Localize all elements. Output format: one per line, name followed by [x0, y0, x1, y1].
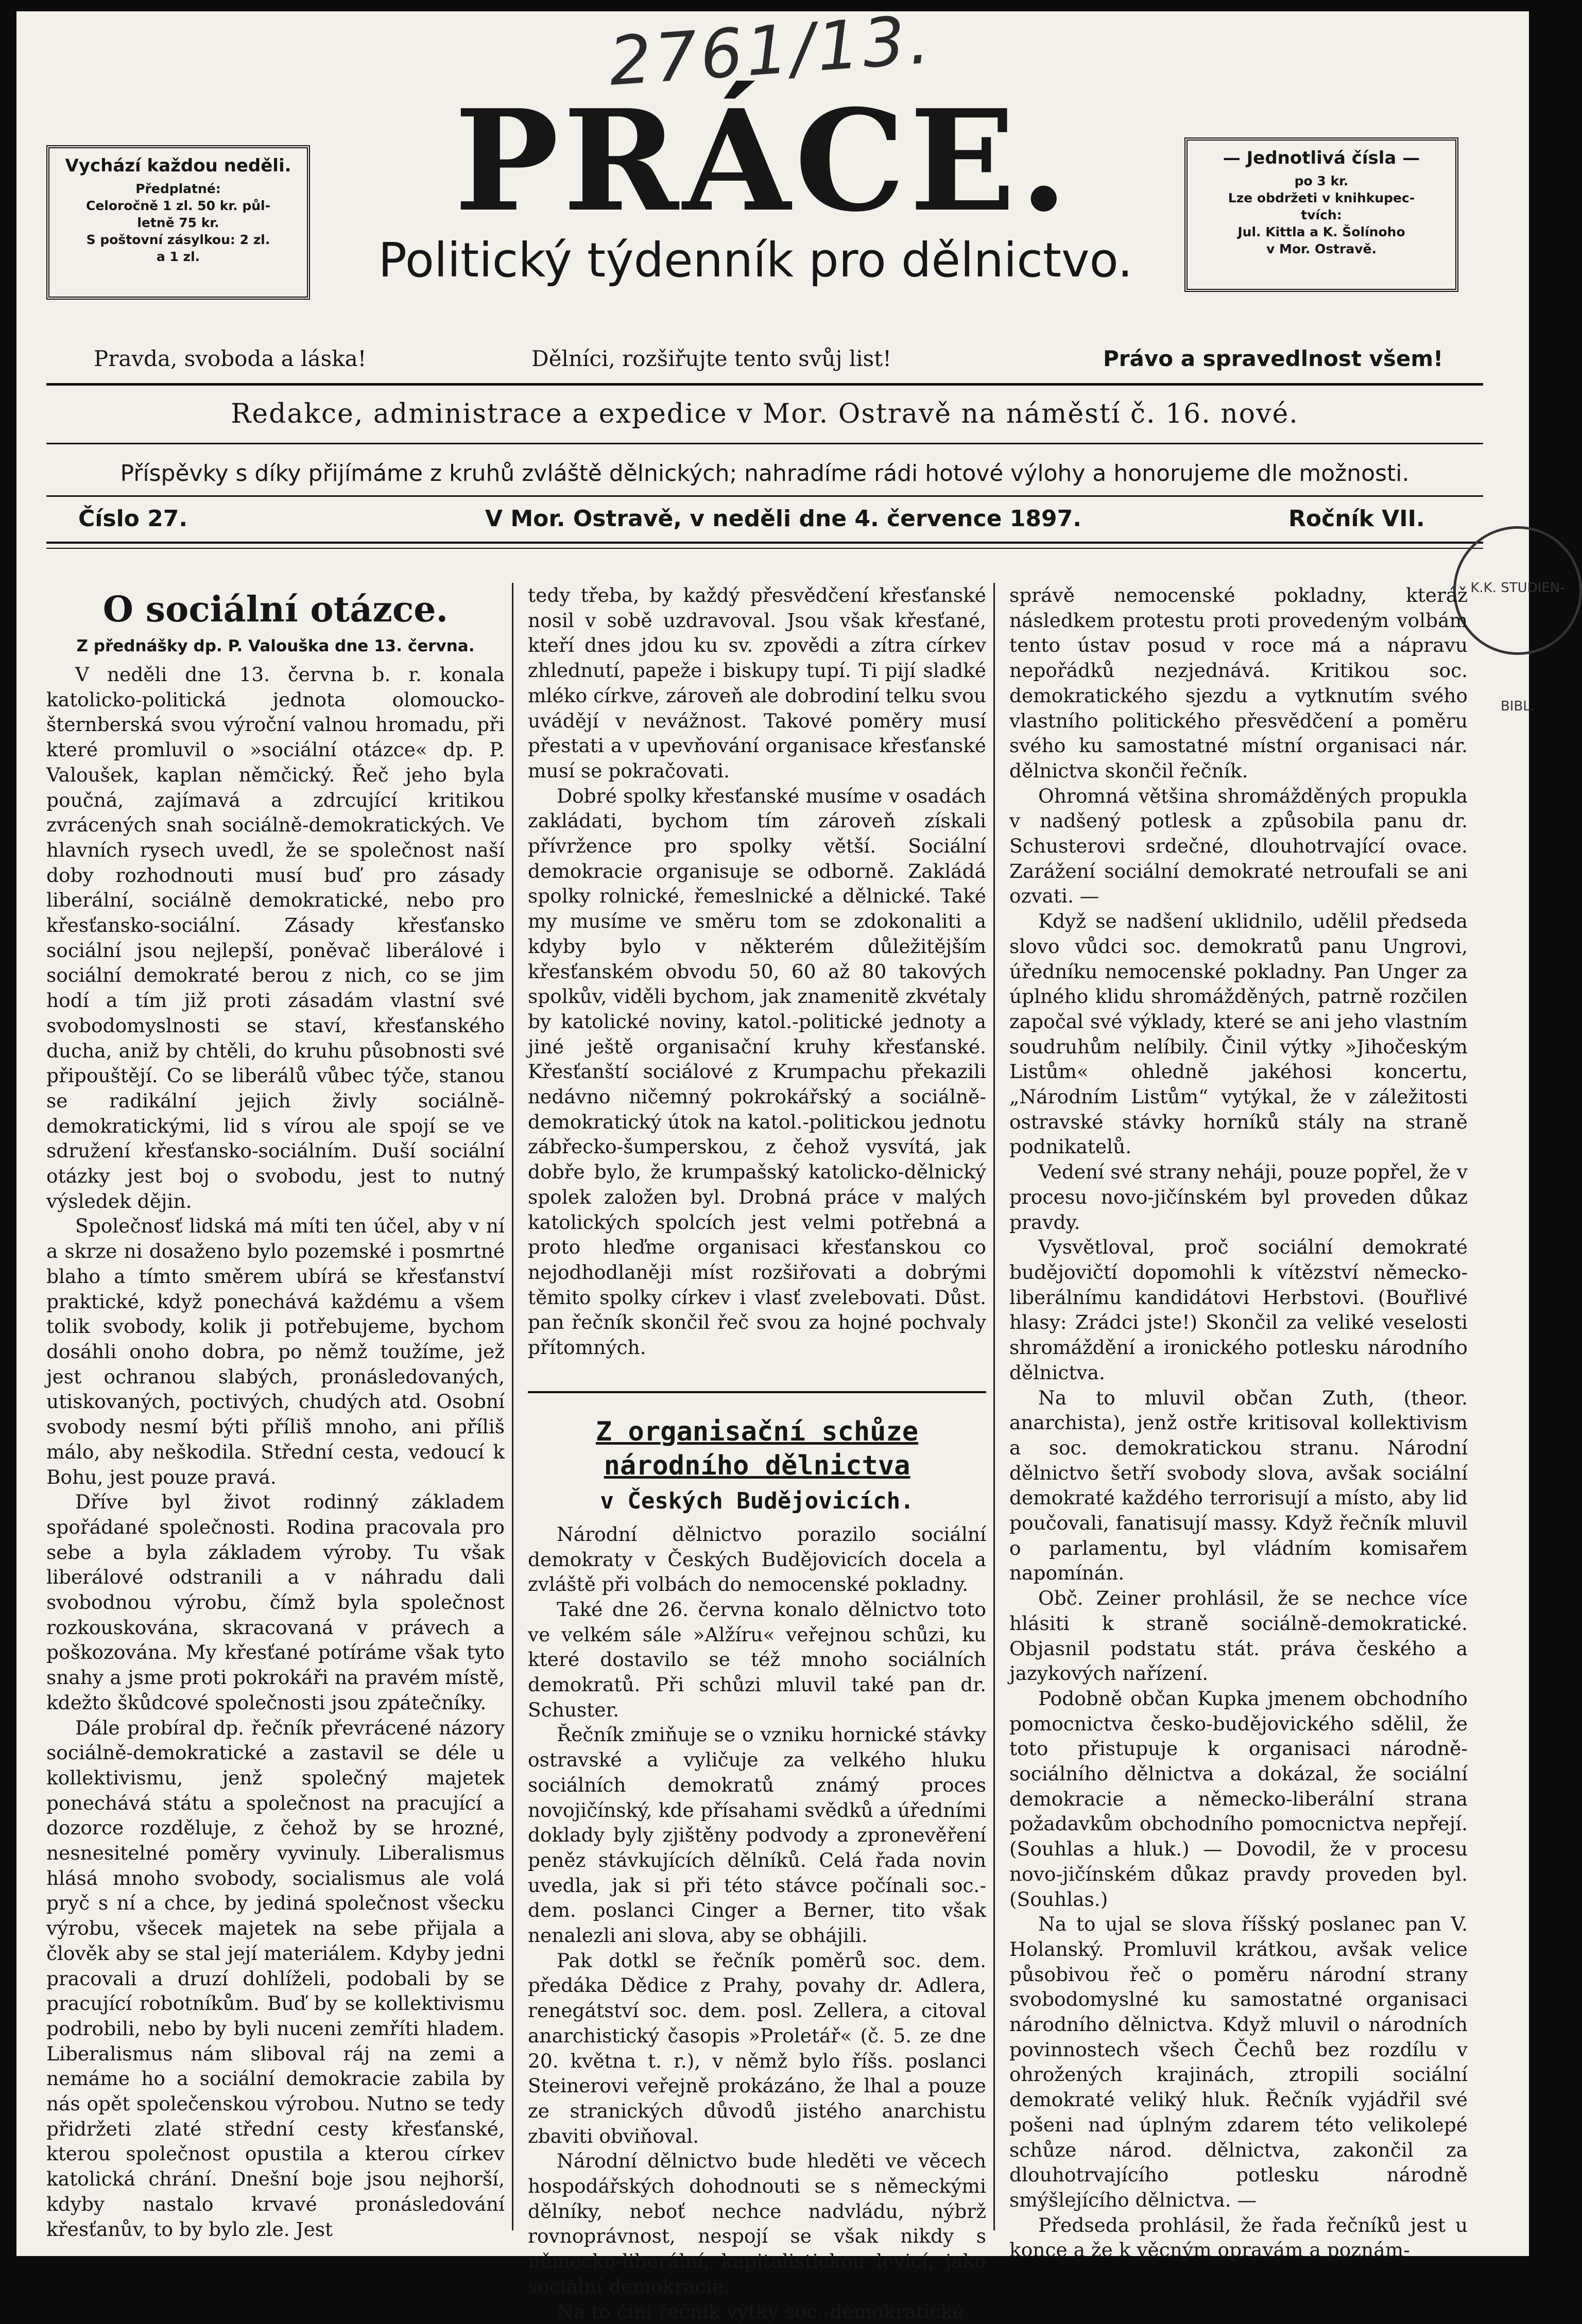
divider — [46, 548, 1483, 549]
motto-center: Dělníci, rozšiřujte tento svůj list! — [531, 346, 891, 371]
single-issue-line: Jul. Kittla a K. Šolínoho — [1237, 224, 1405, 239]
masthead-subtitle: Politický týdenník pro dělnictvo. — [378, 233, 1133, 288]
editorial-address: Redakce, administrace a expedice v Mor. Ostravě na náměstí č. 16. nové. — [231, 398, 1299, 429]
article-byline: Z přednášky dp. P. Valouška dne 13. června. — [76, 637, 475, 655]
article-paragraph: Vysvětloval, proč sociální demokraté budějovičtí dopomohli k vítězství německo-liberálnímu kandidátovi Herbstovi. (Bouřlivé hlasy: Zrádci jste!) Skončil za veliké veselosti shromáždění a ironického potlesku národního dělnictva. — [1009, 1236, 1468, 1384]
issue-number: Číslo 27. — [78, 506, 188, 532]
subscription-line: a 1 zl. — [156, 249, 200, 264]
subscription-line: Předplatné: — [135, 181, 221, 196]
article-title: O sociální otázce. — [102, 589, 449, 630]
single-issue-line: v Mor. Ostravě. — [1266, 241, 1377, 256]
single-issue-line: po 3 kr. — [1294, 174, 1349, 188]
single-issue-heading: — Jednotlivá čísla — — [1223, 148, 1420, 168]
article-paragraph: Dobré spolky křesťanské musíme v osadách zakládati, bychom tím zároveň získali přívržence pro spolky větší. Sociální demokracie organisuje se odborně. Zakládá spolky rolnické, řemeslnické a dělnické. Také my musíme ve směru tom se zdokonaliti a kdyby bylo v některém důležitějším křesťanském obvodu 50, 60 až 80 takových spolkův, viděli bychom, jak znamenitě zkvétaly by katolické noviny, katol.-politické jednoty a jiné ještě organisační kruhy křesťanské. Křesťanští sociálové z Krumpachu překazili nedávno ničemný pokrokářský a sociálně-demokratický útok na katol.-politickou jednotu zábřecko-šumperskou, z čehož vysvítá, jak dobře bylo, že krumpašský katolicko-dělnický spolek založen byl. Drobná práce v malých katolických spolcích jest velmi potřebná a proto hleďme organisaci křesťanskou co nejodhodlaněji míst rozšiřovati a dobrými těmito spolky církev i vlasť zvelebovati. Důst. pan řečník skončil řeč svou za hojné pochvaly přítomných. — [528, 784, 986, 1359]
subscription-line: letně 75 kr. — [137, 215, 219, 230]
column-1 — [46, 583, 505, 2246]
divider — [46, 443, 1483, 444]
subscription-box — [46, 145, 310, 300]
column-3 — [1009, 583, 1468, 2262]
article-paragraph: Když se nadšení uklidnilo, udělil předseda slovo vůdci soc. demokratů panu Ungrovi, úředníku nemocenské pokladny. Pan Unger za úplného klidu shromážděných, patrně rozčilen započal své výklady, které se ani jeho vlastním soudruhům nelíbily. Činil výtky »Jihočeským Listům« ohledně jakéhosi koncertu, „Národním Listům“ vytýkal, že v záležitosti ostravské stávky horníků stály na straně podnikatelů. — [1009, 910, 1468, 1158]
article-paragraph: tedy třeba, by každý přesvědčení křesťanské nosil v sobě uzdravoval. Jsou však křesťané, kteří dnes jdou ku sv. zpovědi a zítra církev zhlednutí, papeže i biskupy tupí. Ti pijí sladké mléko církve, zároveň ale dobrodiní telku svou uvádějí v nevážnost. Takové poměry musí přestati a v upevňování organisace křesťanské musí se pokračovati. — [528, 584, 986, 782]
article-paragraph: Národní dělnictvo bude hleděti ve věcech hospodářských dohodnouti se s německými dělníky, neboť nechce nadvládu, nýbrž rovnoprávnost, nespojí se však nikdy s německo-liberální, kapitalistickou levicí, jako sociální demokracie. — [528, 2149, 986, 2298]
article-paragraph: Pak dotkl se řečník poměrů soc. dem. předáka Dědice z Prahy, povahy dr. Adlera, renegátství soc. dem. posl. Zellera, a citoval anarchistický časopis »Proletář« (č. 5. ze dne 20. května t. r.), v němž bylo říšs. poslanci Steinerovi veřejně prokázáno, že lhal a pouze ze stranických důvodů jistého anarchistu zbaviti obviňoval. — [528, 1949, 986, 2147]
newspaper-page — [16, 0, 1565, 2323]
article-paragraph: Dříve byl život rodinný základem spořádané společnosti. Rodina pracovala pro sebe a byla základem výroby. Tu však liberálové odstranili a v náhradu dali svobodnou výrobu, čímž byla společnost rozkouskována, skracovaná v právech a poškozována. My křesťané potíráme však tyto snahy a jsme proti pokrokáři na pravém místě, kdežto škůdcové společnosti jsou zpátečníky. — [46, 1490, 505, 1714]
divider — [46, 383, 1483, 386]
article-paragraph: Na to činí řečník výtky soc.-demokratické — [557, 2300, 964, 2323]
divider — [46, 495, 1483, 497]
column-rule — [993, 583, 995, 2230]
article-paragraph: Na to ujal se slova říšský poslanec pan V. Holanský. Promluvil krátkou, avšak velice působivou řeč o poměru národní strany svobodomyslné ku samostatné organisaci národního dělnictva. Když mluvil o národních povinnostech všech Čechů bez rozdílu v ohrožených krajinách, ztropili sociální demokraté veliký hluk. Řečník vyjádřil své pošeni nad úplným zdarem této velikolepé schůze národ. dělnictva, zakončil za dlouhotrvajícího potlesku národně smýšlejícího dělnictva. — — [1009, 1913, 1468, 2211]
motto-left: Pravda, svoboda a láska! — [94, 346, 367, 371]
article-title: Z organisační schůze národního dělnictva — [595, 1416, 919, 1481]
article-paragraph: Vedení své strany neháji, pouze popřel, že v procesu novo-jičínském byl proveden důkaz pravdy. — [1009, 1160, 1468, 1234]
handwritten-mark: 2761/13. — [606, 0, 935, 101]
library-stamp: K.K. STUDIEN-BIBL. — [1453, 526, 1582, 655]
article-paragraph: Společnosť lidská má míti ten účel, aby v ní a skrze ni dosaženo bylo pozemské i posmrtné blaho a tímto směrem ubírá se křesťanství praktické, když ponechává každému a všem tolik svobody, kolik ji potřebujeme, bychom dosáhli onoho dobra, po němž toužíme, jež jest ochranou slabých, pronásledovaných, utiskovaných, poctivých, chudých atd. Osobní svobody nesmí býti příliš mnoho, ani příliš málo, aby neškodila. Střední cesta, vedoucí k Bohu, jest pouze pravá. — [46, 1215, 505, 1488]
article-paragraph: Dále probíral dp. řečník převrácené názory sociálně-demokratické a zastavil se déle u kollektivismu, jenž společný majetek ponechává státu a společnost na pracující a dozorce rozděluje, z čehož by se hrozné, nesnesitelné poměry vyvinuly. Liberalismus hlásá mnoho svobody, socialismus ale volá pryč s ní a chce, by jediná společnost všecku výrobu, všecek majetek na sebe přijala a člověk aby se stal její materiálem. Kdyby jedni pracovali a druzí dohlíželi, podobali by se pracující robotníkům. Buď by se kollektivismu podrobili, nebo by byli nuceni zemříti hladem. Liberalismus nám sliboval ráj na zemi a nemáme ho a sociální demokracie zabila by nás opět společenskou výrobou. Nutno se tedy přidržeti zlaté střední cesty křesťanské, kterou společnost opustila a kterou církev katolická chrání. Dnešní boje jsou nejhorší, kdyby nastalo krvavé pronásledování křesťanův, to by bylo zle. Jest — [46, 1716, 505, 2241]
article-paragraph: Národní dělnictvo porazilo sociální demokraty v Českých Budějovicích docela a zvláště při volbách do nemocenské pokladny. — [528, 1522, 986, 1596]
article-paragraph: Podobně občan Kupka jmenem obchodního pomocnictva česko-budějovického sdělil, že toto přistupuje k organisaci národně-sociálního dělnictva a dokázal, že sociální demokracie a německo-liberální strana požadavkům obchodního pomocnictva nepřejí. (Souhlas a hluk.) — Dovodil, že v procesu novo-jičínském důkaz pravdy proveden byl. (Souhlas.) — [1009, 1687, 1468, 1911]
issue-date: V Mor. Ostravě, v neděli dne 4. července 1897. — [485, 506, 1081, 532]
masthead-title: PRÁCE. — [454, 79, 1072, 242]
article-paragraph: Také dne 26. června konalo dělnictvo toto ve velkém sále »Alžíru« veřejnou schůzi, ku které dostavilo se též mnoho sociálních demokratů. Při schůzi mluvil také pan dr. Schuster. — [528, 1598, 986, 1721]
column-rule — [512, 583, 513, 2230]
contributions-note: Příspěvky s díky přijímáme z kruhů zvláště dělnických; nahradíme rádi hotové výlohy a honorujeme dle možnosti. — [120, 460, 1409, 487]
single-issue-line: tvích: — [1301, 207, 1342, 222]
article-paragraph: Řečník zmiňuje se o vzniku hornické stávky ostravské a vyličuje za velkého hluku sociálních demokratů známý proces novojičínský, kde přísahami svědků a úředními doklady byly zjištěny podvody a zpronevěření peněz stávkujících dělníků. Celá řada novin uvedla, jak si při této stávce počínali soc.-dem. poslanci Cinger a Berner, tito však nenalezli ani slova, aby se obhájili. — [528, 1723, 986, 1947]
column-2 — [528, 583, 986, 2323]
article-paragraph: správě nemocenské pokladny, kteráž následkem protestu proti provedeným volbám tento ústav posud v roce má a nápravu nepořádků nezjednává. Kritikou soc. demokratického sjezdu a vytknutím svého vlastního politického přesvědčení a poměru svého ku samostatné místní organisaci nár. dělnictva skončil řečník. — [1009, 584, 1468, 782]
article-paragraph: V neděli dne 13. června b. r. konala katolicko-politická jednota olomoucko-šternberská svou výroční valnou hromadu, při které promluvil o »sociální otázce« dp. P. Valoušek, kaplan němčický. Řeč jeho byla poučná, zajímavá a zdrcující kritikou zvrácených snah sociálně-demokratických. Ve hlavních rysech uvedl, že se společnost naší doby rozhodnouti musí buď pro zásady liberální, sociálně demokratické, nebo pro křesťansko-sociální. Zásady křesťansko sociální jsou nejlepší, poněvač liberálové i sociální demokraté berou z nich, co se jim hodí a tím již proti zásadám vlastní své svobodomyslnosti se staví, křesťanského ducha, aniž by chtěli, do kruhu působnosti své připouštějí. Co se liberálů vůbec týče, stanou se radikální jejich živly sociálně-demokratickými, lid s vírou ale spojí se ve sdružení křesťansko-sociálním. Duší sociální otázky jest boj o svobodu, jest to nutný výsledek dějin. — [46, 663, 505, 1212]
article-2 — [528, 1391, 986, 2324]
single-issue-box — [1184, 137, 1458, 292]
article-paragraph: Předseda prohlásil, že řada řečníků jest u konce a že k věcným opravám a poznám- — [1009, 2213, 1468, 2262]
article-paragraph: Na to mluvil občan Zuth, (theor. anarchista), jenž ostře kritisoval kollektivism a soc. demokratickou stranu. Národní dělnictvo šetří svobody slova, avšak sociální demokraté každého terrorisují a místo, aby lid poučovali, fanatisují massy. Když řečník mluvil o parlamentu, byl vládním komisařem napomínán. — [1009, 1386, 1468, 1585]
divider — [46, 542, 1483, 544]
subscription-line: Celoročně 1 zl. 50 kr. půl- — [86, 198, 270, 213]
article-paragraph: Obč. Zeiner prohlásil, že se nechce více hlásiti k straně sociálně-demokratické. Objasnil podstatu stát. práva českého a jazykových nařízení. — [1009, 1587, 1468, 1685]
single-issue-line: Lze obdržeti v knihkupec- — [1228, 190, 1415, 205]
motto-right: Právo a spravedlnost všem! — [1103, 346, 1443, 371]
subscription-line: S poštovní zásylkou: 2 zl. — [86, 232, 270, 247]
issue-volume: Ročník VII. — [1288, 506, 1425, 532]
article-paragraph: Ohromná většina shromážděných propukla v nadšený potlesk a způsobila panu dr. Schusterovi srdečné, dlouhotrvající ovace. Zarážení sociální demokraté netroufali se ani ozvati. — — [1009, 784, 1468, 908]
article-subtitle: v Českých Budějovicích. — [600, 1487, 914, 1514]
subscription-heading: Vychází každou neděli. — [65, 155, 291, 176]
